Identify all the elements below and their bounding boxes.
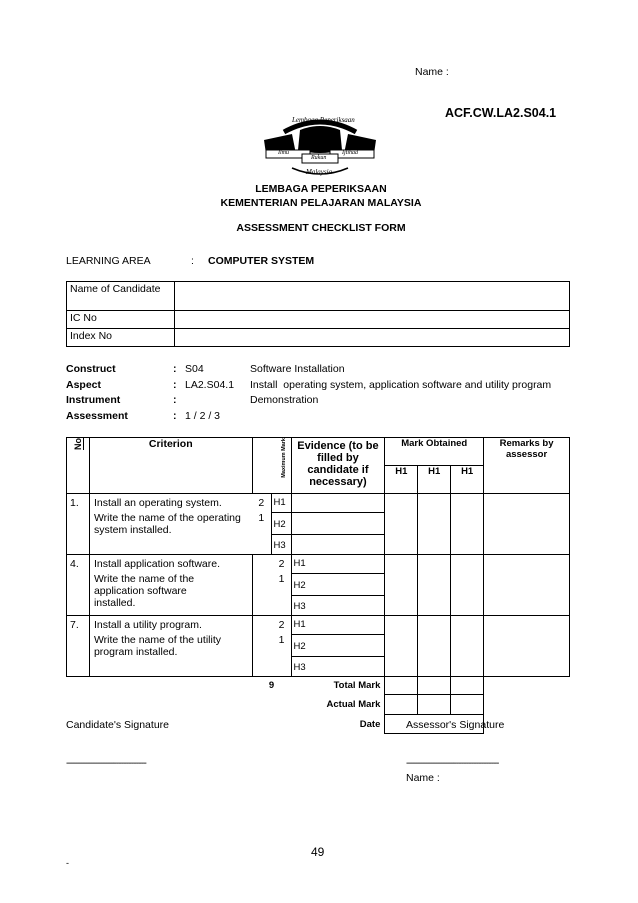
logo-right-ribbon: Ijtihad	[342, 150, 358, 156]
candidate-name-field[interactable]	[175, 282, 570, 311]
info-colon: :	[173, 394, 177, 406]
org-line-1: LEMBAGA PEPERIKSAAN	[255, 183, 387, 195]
logo-arc-text: Lembaga Peperiksaan	[292, 116, 355, 124]
header-evidence: Evidence (to be filled by candidate if necessary)	[291, 438, 385, 494]
criterion-text	[89, 616, 252, 677]
info-desc: Software Installation	[250, 363, 345, 375]
criterion-no: 1.	[67, 494, 90, 555]
total-mark-cell[interactable]	[418, 677, 451, 695]
assessment-checklist-table	[66, 437, 570, 734]
remarks-cell[interactable]	[484, 616, 570, 677]
criterion-no: 7.	[67, 616, 90, 677]
evidence-h-label: H3	[271, 535, 291, 555]
evidence-row[interactable]: H3	[291, 657, 385, 677]
criterion-sub: Write the name of the utility program installed.	[93, 634, 221, 658]
criterion-text	[89, 555, 252, 616]
remarks-cell[interactable]	[484, 494, 570, 555]
date-label: Date	[359, 718, 381, 730]
evidence-row[interactable]: H3	[291, 596, 385, 616]
header-h1: H1	[418, 466, 451, 494]
header-remarks: Remarks by assessor	[484, 438, 570, 494]
ic-no-field[interactable]	[175, 311, 570, 329]
index-no-field[interactable]	[175, 329, 570, 347]
criterion-sub: Write the name of the application software installed.	[93, 573, 195, 609]
table-row	[67, 555, 570, 574]
mark-cell[interactable]	[418, 616, 451, 677]
logo-left-ribbon: Ilmu	[278, 150, 289, 156]
evidence-row[interactable]: H1	[291, 616, 385, 635]
form-title: ASSESSMENT CHECKLIST FORM	[236, 222, 406, 234]
info-label: Aspect	[66, 379, 102, 391]
info-desc: Install operating system, application software and utility program	[250, 379, 552, 391]
total-max-mark: 9	[252, 677, 291, 695]
criterion-sub: Write the name of the operating system installed.	[93, 512, 241, 536]
total-mark-cell[interactable]	[385, 677, 418, 695]
criterion-main: Install an operating system.	[93, 497, 222, 509]
candidate-name-label: Name of Candidate	[67, 282, 175, 311]
name-label: Name :	[415, 66, 449, 78]
info-colon: :	[173, 379, 177, 391]
candidate-row	[67, 329, 570, 347]
mark-cell[interactable]	[385, 494, 418, 555]
total-mark-cell[interactable]	[451, 677, 484, 695]
candidate-row	[67, 282, 570, 311]
learning-area-colon: :	[191, 255, 194, 267]
criterion-no: 4.	[67, 555, 90, 616]
page-number: 49	[311, 845, 325, 859]
criterion-max-mark: 2 1	[252, 616, 291, 677]
header-max-mark: Maximum Mark	[252, 438, 291, 494]
criterion-main: Install a utility program.	[93, 619, 202, 631]
table-row	[67, 494, 570, 513]
info-label: Instrument	[66, 394, 121, 406]
candidate-row	[67, 311, 570, 329]
criterion-main: Install application software.	[93, 558, 221, 570]
index-no-label: Index No	[67, 329, 175, 347]
mark-cell[interactable]	[418, 555, 451, 616]
ic-no-label: IC No	[67, 311, 175, 329]
evidence-field[interactable]	[291, 535, 385, 555]
logo-center: Rukun	[311, 155, 327, 161]
mark-cell[interactable]	[451, 555, 484, 616]
actual-mark-label: Actual Mark	[326, 698, 381, 710]
info-desc: Demonstration	[250, 394, 319, 406]
evidence-field[interactable]	[291, 513, 385, 535]
candidate-signature-label: Candidate's Signature	[66, 719, 169, 731]
actual-mark-cell[interactable]	[451, 695, 484, 715]
assessor-name-label: Name :	[406, 772, 440, 784]
info-label: Construct	[66, 363, 116, 375]
mark-cell[interactable]	[385, 555, 418, 616]
info-code: S04	[185, 363, 204, 375]
header-no: No	[67, 438, 90, 494]
examination-board-logo	[262, 110, 378, 182]
header-h1: H1	[451, 466, 484, 494]
info-label: Assessment	[66, 410, 128, 422]
info-colon: :	[173, 410, 177, 422]
candidate-details-table	[66, 281, 570, 347]
evidence-h-label: H1	[271, 494, 291, 513]
table-row	[67, 616, 570, 635]
actual-mark-cell[interactable]	[385, 695, 418, 715]
info-code: LA2.S04.1	[185, 379, 235, 391]
remarks-cell[interactable]	[484, 555, 570, 616]
evidence-field[interactable]	[291, 494, 385, 513]
header-h1: H1	[385, 466, 418, 494]
logo-bottom: Malaysia	[306, 168, 333, 176]
criterion-max-mark: 2 1	[252, 494, 271, 555]
evidence-row[interactable]: H1	[291, 555, 385, 574]
mark-cell[interactable]	[385, 616, 418, 677]
info-colon: :	[173, 363, 177, 375]
candidate-signature-line[interactable]: --------------------------------	[66, 757, 146, 769]
footer-mark: -	[66, 858, 69, 868]
mark-cell[interactable]	[418, 494, 451, 555]
assessor-signature-line[interactable]: -------------------------------------	[406, 757, 499, 769]
total-mark-label: Total Mark	[291, 677, 385, 695]
criterion-text	[89, 494, 252, 555]
actual-mark-cell[interactable]	[418, 695, 451, 715]
mark-cell[interactable]	[451, 494, 484, 555]
header-mark-obtained: Mark Obtained	[385, 438, 484, 466]
criterion-max-mark: 2 1	[252, 555, 291, 616]
assessor-signature-label: Assessor's Signature	[406, 719, 505, 731]
header-criterion: Criterion	[89, 438, 252, 494]
evidence-row[interactable]: H2	[291, 574, 385, 596]
evidence-row[interactable]: H2	[291, 635, 385, 657]
org-line-2: KEMENTERIAN PELAJARAN MALAYSIA	[220, 197, 422, 209]
learning-area-label: LEARNING AREA	[66, 255, 151, 267]
mark-cell[interactable]	[451, 616, 484, 677]
form-code: ACF.CW.LA2.S04.1	[445, 106, 557, 120]
evidence-h-label: H2	[271, 513, 291, 535]
info-code: 1 / 2 / 3	[185, 410, 221, 422]
learning-area-value: COMPUTER SYSTEM	[208, 255, 315, 267]
